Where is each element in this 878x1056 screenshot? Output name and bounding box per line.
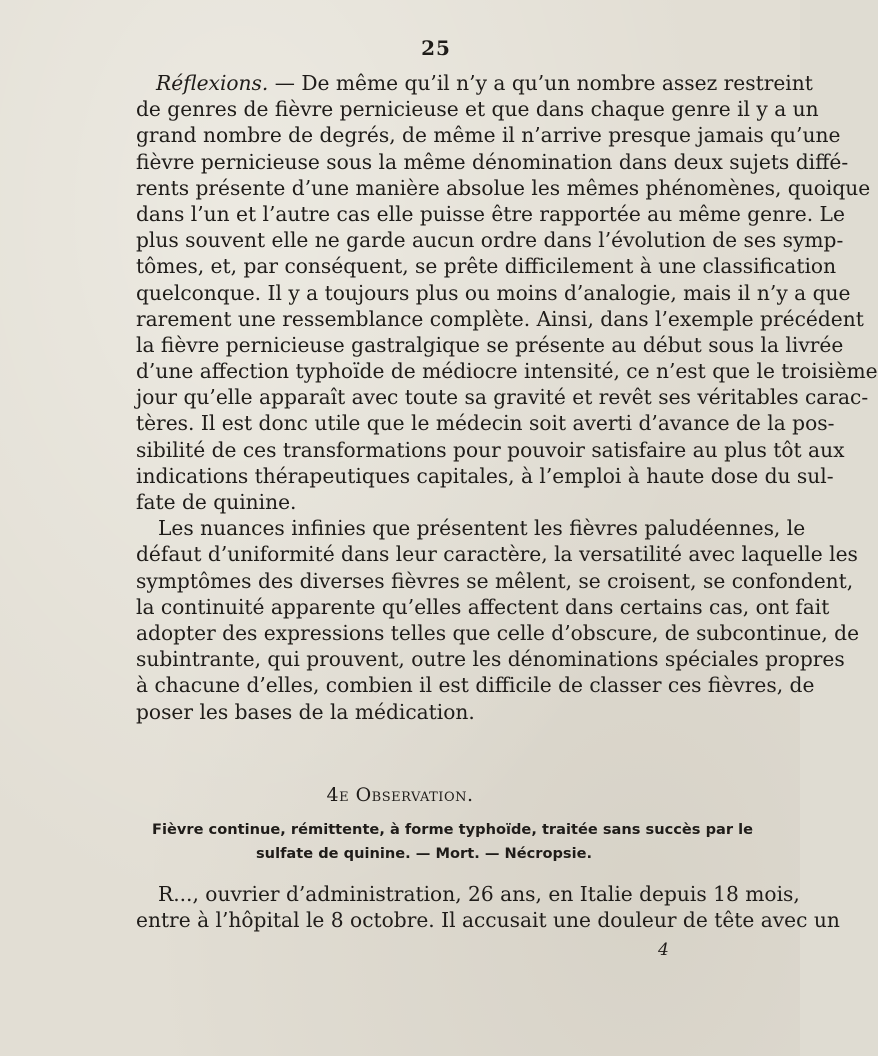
paragraph-lead: Réflexions. bbox=[156, 71, 269, 95]
text-line: subintrante, qui prouvent, outre les dénominations spéciales propres bbox=[136, 647, 845, 672]
text-line: indications thérapeutiques capitales, à l’emploi à haute dose du sul- bbox=[136, 463, 834, 488]
text-line: adopter des expressions telles que celle d’obscure, de subcontinue, de bbox=[136, 620, 860, 645]
text-line: dans l’un et l’autre cas elle puisse être rapportée au même genre. Le bbox=[136, 201, 845, 226]
text-line: symptômes des diverses fièvres se mêlent, se croisent, se confondent, bbox=[136, 568, 854, 593]
text-line: rarement une ressemblance complète. Ainsi, dans l’exemple précédent bbox=[136, 306, 864, 331]
observation-text bbox=[136, 881, 840, 933]
text-line: fate de quinine. bbox=[136, 490, 297, 514]
text-line: tères. Il est donc utile que le médecin soit averti d’avance de la pos- bbox=[136, 411, 835, 436]
text-line: quelconque. Il y a toujours plus ou moins d’analogie, mais il n’y a que bbox=[136, 280, 851, 305]
text-line: Réflexions. — De même qu’il n’y a qu’un nombre assez restreint bbox=[156, 71, 813, 95]
text-line: poser les bases de la médication. bbox=[136, 699, 475, 724]
text-line: plus souvent elle ne garde aucun ordre dans l’évolution de ses symp- bbox=[136, 228, 844, 253]
page-number: 25 bbox=[421, 36, 451, 60]
text-line: défaut d’uniformité dans leur caractère, la versatilité avec laquelle les bbox=[136, 542, 858, 567]
text-line: Les nuances infinies que présentent les fièvres paludéennes, le bbox=[158, 516, 806, 541]
text-line: sibilité de ces transformations pour pouvoir satisfaire au plus tôt aux bbox=[136, 437, 845, 462]
text-line: la continuité apparente qu’elles affectent dans certains cas, ont fait bbox=[136, 594, 830, 619]
text-line: de genres de fièvre pernicieuse et que dans chaque genre il y a un bbox=[136, 97, 819, 122]
text-line: jour qu’elle apparaît avec toute sa gravité et revêt ses véritables carac- bbox=[136, 385, 869, 410]
text-line: tômes, et, par conséquent, se prête difficilement à une classification bbox=[136, 254, 837, 279]
case-heading-line: sulfate de quinine. — Mort. — Nécropsie. bbox=[256, 845, 593, 862]
body-text bbox=[136, 70, 878, 725]
text-line: grand nombre de degrés, de même il n’arrive presque jamais qu’une bbox=[136, 123, 841, 148]
text-line: rents présente d’une manière absolue les mêmes phénomènes, quoique bbox=[136, 175, 871, 200]
text-line: entre à l’hôpital le 8 octobre. Il accusait une douleur de tête avec un bbox=[136, 908, 840, 933]
text-line: fièvre pernicieuse sous la même dénomination dans deux sujets diffé- bbox=[136, 149, 849, 174]
text-line: R..., ouvrier d’administration, 26 ans, en Italie depuis 18 mois, bbox=[158, 882, 800, 906]
text-line: la fièvre pernicieuse gastralgique se présente au début sous la livrée bbox=[136, 332, 844, 357]
observation-title: 4e Observation. bbox=[326, 784, 474, 806]
case-heading-line: Fièvre continue, rémittente, à forme typhoïde, traitée sans succès par le bbox=[152, 821, 754, 838]
signature-mark: 4 bbox=[658, 940, 669, 960]
text-line: d’une affection typhoïde de médiocre intensité, ce n’est que le troisième bbox=[136, 359, 878, 384]
case-heading bbox=[152, 818, 754, 866]
text-line: à chacune d’elles, combien il est difficile de classer ces fièvres, de bbox=[136, 673, 815, 698]
